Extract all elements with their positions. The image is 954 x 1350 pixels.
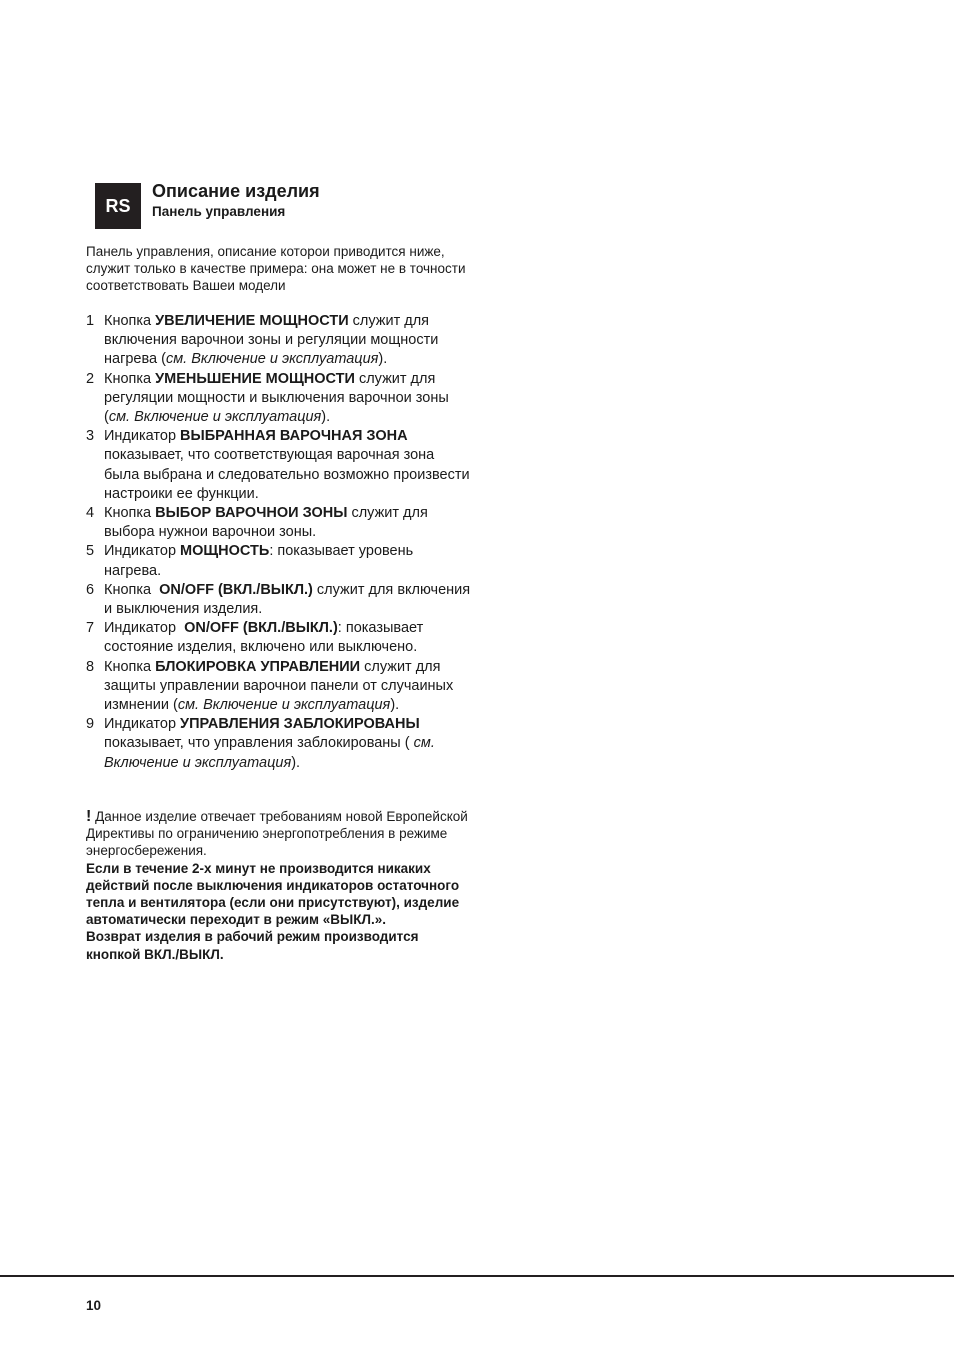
item-name: ON/OFF (ВКЛ./ВЫКЛ.)	[184, 620, 338, 637]
item-pre: Кнопка	[104, 313, 156, 329]
language-code: RS	[105, 195, 131, 216]
item-number: 5	[86, 543, 95, 560]
item-pre: Кнопка	[104, 658, 156, 675]
item-name: ON/OFF (ВКЛ./ВЫКЛ.)	[159, 581, 313, 598]
item-name: ВЫБОР ВАРОЧНОИ ЗОНЫ	[155, 505, 348, 522]
item-pre: Кнопка	[104, 581, 160, 598]
item-name: УПРАВЛЕНИЯ ЗАБЛОКИРОВАНЫ	[180, 716, 420, 733]
item-number: 8	[86, 658, 95, 675]
page-subtitle: Панель управления	[152, 204, 286, 219]
item-text: показывает, что управления заблокированы (	[104, 735, 414, 752]
item-text: служит для включения варочнои зоны и регуляции мощности нагрева (	[104, 313, 439, 368]
item-number: 6	[86, 581, 95, 598]
item-number: 3	[86, 428, 95, 445]
list-item	[86, 370, 471, 428]
item-post: ).	[390, 697, 400, 714]
item-reference: см. Включение и эксплуатация	[165, 351, 379, 368]
page-title: Описание изделия	[152, 181, 320, 201]
item-text: служит для включения и выключения изделия.	[104, 581, 471, 618]
list-item	[86, 581, 471, 619]
item-name: УМЕНЬШЕНИЕ МОЩНОСТИ	[155, 370, 355, 387]
item-text: служит для выбора нужнои варочнои зоны.	[104, 505, 428, 541]
note-standby-text: Если в течение 2-х минут не производится никаких действий после выключения индикаторов остаточного тепла и вентилятора (если они присутствуют), изделие автоматически переходит в режим «ВЫКЛ.».	[86, 860, 460, 928]
item-pre: Кнопка	[104, 370, 156, 387]
exclamation-icon: !	[86, 808, 92, 825]
page-number: 10	[86, 1298, 102, 1313]
item-pre: Индикатор	[104, 620, 185, 637]
item-name: ВЫБРАННАЯ ВАРОЧНАЯ ЗОНА	[180, 428, 408, 445]
item-post: ).	[291, 754, 301, 771]
item-post: ).	[378, 351, 388, 368]
item-name: УВЕЛИЧЕНИЕ МОЩНОСТИ	[155, 313, 349, 329]
list-item	[86, 312, 471, 370]
item-text: : показывает уровень нагрева.	[104, 543, 414, 579]
item-number: 4	[86, 505, 95, 522]
intro-paragraph: Панель управления, описание которои приводится ниже, служит только в качестве примера: она может не в точности соответствовать Вашеи модели	[86, 244, 466, 293]
item-name: БЛОКИРОВКА УПРАВЛЕНИИ	[155, 658, 361, 675]
item-number: 1	[86, 313, 95, 329]
item-number: 2	[86, 370, 95, 387]
item-pre: Кнопка	[104, 505, 156, 522]
item-text: : показывает состояние изделия, включено или выключено.	[104, 620, 424, 656]
list-item	[86, 504, 471, 542]
item-number: 9	[86, 716, 95, 733]
list-item	[86, 427, 471, 504]
language-badge	[95, 183, 141, 229]
item-reference: см. Включение и эксплуатация	[108, 409, 322, 426]
item-pre: Индикатор	[104, 428, 181, 445]
item-reference: см. Включение и эксплуатация	[177, 697, 391, 714]
item-pre: Индикатор	[104, 543, 181, 560]
note-return-text: Возврат изделия в рабочий режим производится кнопкой ВКЛ./ВЫКЛ.	[86, 929, 419, 962]
item-text: показывает, что соответствующая варочная зона была выбрана и следовательно возможно произвести настроики ее функции.	[104, 447, 470, 502]
list-item	[86, 619, 471, 657]
control-panel-items	[86, 312, 471, 773]
note-text: Данное изделие отвечает требованиям новой Европейской Директивы по ограничению энергопотребления в режиме энергосбережения.	[86, 809, 468, 859]
list-item	[86, 658, 471, 716]
footer-divider	[0, 1275, 954, 1277]
item-text: служит для защиты управлении варочнои панели от случаиных измнении (	[104, 658, 454, 714]
energy-note	[86, 808, 471, 963]
list-item	[86, 715, 471, 773]
list-item	[86, 542, 471, 580]
item-text: служит для регуляции мощности и выключения варочнои зоны (	[104, 370, 449, 426]
item-number: 7	[86, 620, 95, 637]
item-pre: Индикатор	[104, 716, 181, 733]
item-name: МОЩНОСТЬ	[180, 543, 270, 560]
item-post: ).	[321, 409, 331, 426]
note-intro	[86, 808, 471, 860]
item-reference: см. Включение и эксплуатация	[104, 735, 435, 771]
